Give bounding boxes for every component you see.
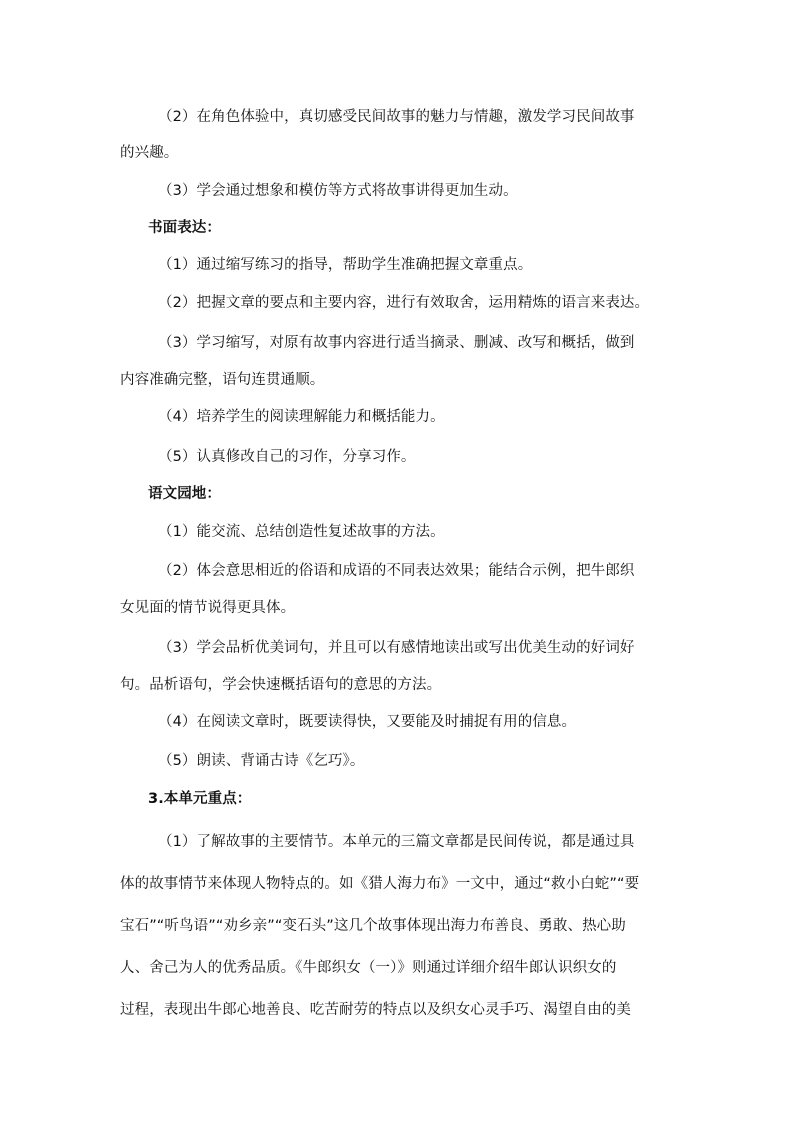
paragraph-line: （1）了解故事的主要情节。本单元的三篇文章都是民间传说，都是通过具 <box>158 834 635 850</box>
objective-line: （1）通过缩写练习的指导，帮助学生准确把握文章重点。 <box>158 257 533 273</box>
objective-line: （3）学会品析优美词句，并且可以有感情地读出或写出优美生动的好词好 <box>158 640 635 656</box>
objective-line: （4）培养学生的阅读理解能力和概括能力。 <box>158 409 445 425</box>
paragraph-line: 宝石”“听鸟语”“劝乡亲”“变石头”这几个故事体现出海力布善良、勇敢、热心助 <box>120 918 626 934</box>
objective-line: （2）体会意思相近的俗语和成语的不同表达效果；能结合示例，把牛郎织 <box>158 563 635 579</box>
objective-line-continued: 的兴趣。 <box>120 145 179 161</box>
objective-line: （5）朗读、背诵古诗《乞巧》。 <box>158 753 365 769</box>
section-heading-unit-key-points: 3.本单元重点： <box>148 791 252 807</box>
objective-line: （2）把握文章的要点和主要内容，进行有效取舍，运用精炼的语言来表达。 <box>158 295 650 311</box>
objective-line: （1）能交流、总结创造性复述故事的方法。 <box>158 524 445 540</box>
objective-line-continued: 句。品析语句，学会快速概括语句的意思的方法。 <box>120 677 442 693</box>
objective-line: （3）学会通过想象和模仿等方式将故事讲得更加生动。 <box>158 183 518 199</box>
objective-line: （2）在角色体验中，真切感受民间故事的魅力与情趣，激发学习民间故事 <box>158 109 635 125</box>
objective-line: （5）认真修改自己的习作，分享习作。 <box>158 449 416 465</box>
objective-line: （4）在阅读文章时，既要读得快，又要能及时捕捉有用的信息。 <box>158 714 577 730</box>
paragraph-line: 过程，表现出牛郎心地善良、吃苦耐劳的特点以及织女心灵手巧、渴望自由的美 <box>120 1002 631 1018</box>
paragraph-line: 体的故事情节来体现人物特点的。如《猎人海力布》一文中，通过“救小白蛇”“要 <box>120 876 640 892</box>
objective-line-continued: 女见面的情节说得更具体。 <box>120 600 296 616</box>
objective-line-continued: 内容准确完整，语句连贯通顺。 <box>120 372 325 388</box>
section-heading-written-expression: 书面表达： <box>148 220 221 236</box>
paragraph-line: 人、舍己为人的优秀品质。《牛郎织女（一）》则通过详细介绍牛郎认识织女的 <box>120 960 617 976</box>
objective-line: （3）学习缩写，对原有故事内容进行适当摘录、删减、改写和概括，做到 <box>158 335 635 351</box>
section-heading-chinese-garden: 语文园地： <box>148 486 221 502</box>
